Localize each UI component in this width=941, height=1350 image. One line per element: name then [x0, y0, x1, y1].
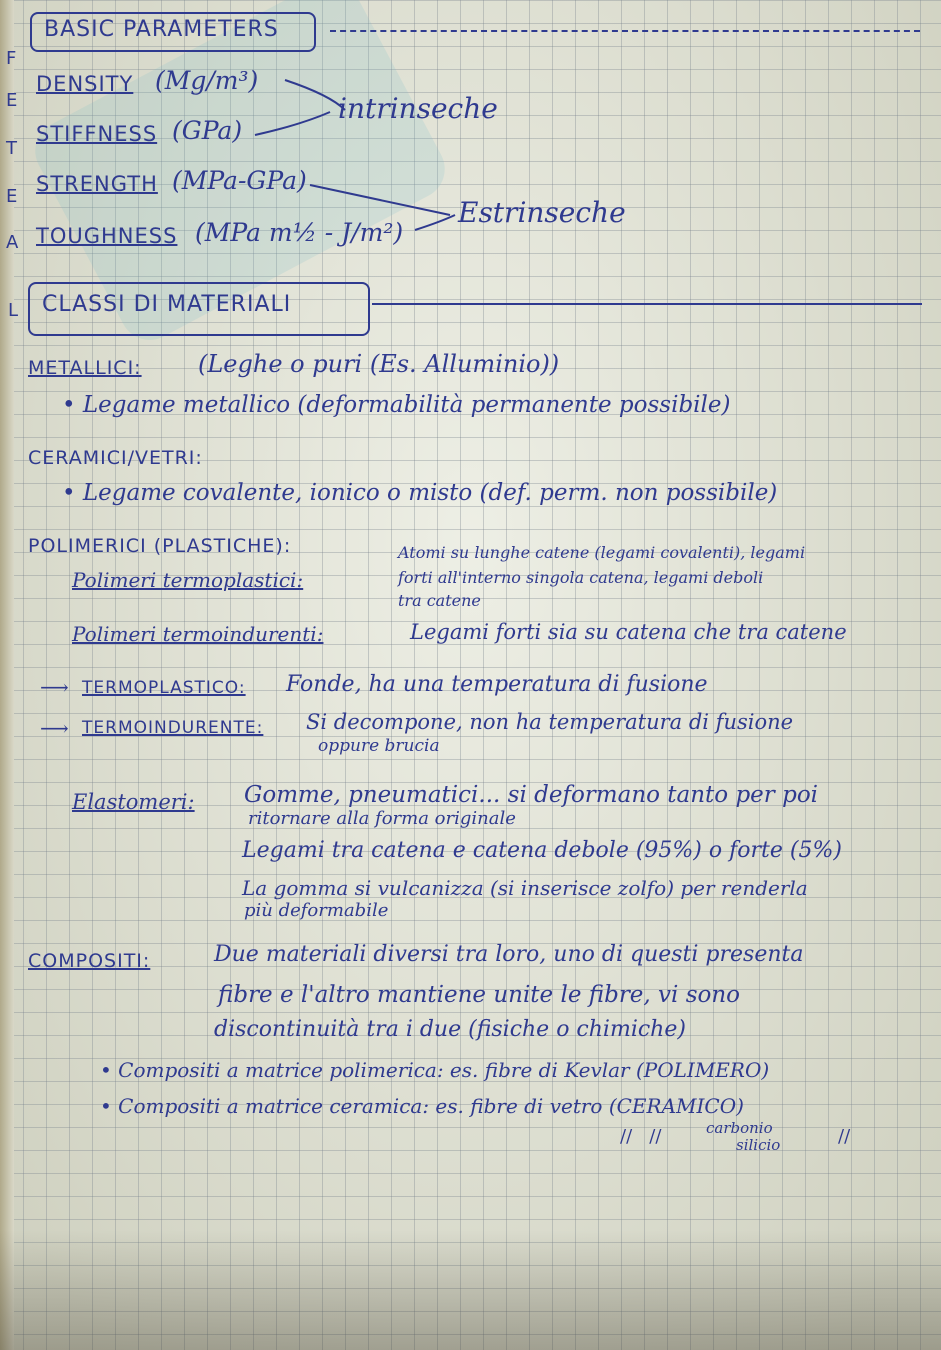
metallici-text: (Leghe o puri (Es. Alluminio)) — [198, 350, 560, 378]
density-unit: (Mg/m³) — [155, 66, 259, 95]
elastomeri-text-2: ritornare alla forma originale — [248, 808, 516, 829]
termoplastici-text-3: tra catene — [398, 591, 481, 610]
margin-letter: T — [6, 138, 17, 159]
classes-title: CLASSI DI MATERIALI — [42, 292, 292, 317]
termoplastici-text-2: forti all'interno singola catena, legami deboli — [398, 568, 764, 587]
stiffness-unit: (GPa) — [172, 116, 243, 145]
extrinsic-label: Estrinseche — [458, 196, 626, 229]
termoindurente-label: TERMOINDURENTE: — [82, 718, 264, 738]
margin-letter: E — [6, 90, 18, 111]
density-label: DENSITY — [36, 72, 134, 96]
termoindurente-text-2: oppure brucia — [318, 736, 440, 756]
intrinsic-label: intrinseche — [338, 92, 498, 125]
arrow-icon: ⟶ — [40, 675, 69, 699]
termoplastico-text: Fonde, ha una temperatura di fusione — [286, 672, 708, 697]
termoplastici-label: Polimeri termoplastici: — [72, 568, 304, 592]
termoindurenti-label: Polimeri termoindurenti: — [72, 622, 324, 646]
metallici-bullet: • Legame metallico (deformabilità permanente possibile) — [62, 392, 731, 418]
page-shadow — [0, 1230, 941, 1350]
carbonio-note: carbonio — [706, 1119, 773, 1137]
classes-divider — [372, 303, 922, 305]
margin-letter: L — [8, 300, 19, 321]
compositi-text-1: Due materiali diversi tra loro, uno di questi presenta — [214, 942, 804, 967]
margin-letter: E — [6, 186, 18, 207]
ceramici-bullet: • Legame covalente, ionico o misto (def. perm. non possibile) — [62, 480, 778, 506]
compositi-polimerica: • Compositi a matrice polimerica: es. fibre di Kevlar (POLIMERO) — [100, 1058, 770, 1082]
toughness-unit: (MPa m½ - J/m²) — [195, 218, 404, 247]
termoindurente-text-1: Si decompone, non ha temperatura di fusione — [306, 710, 794, 734]
arrow-icon: ⟶ — [40, 716, 69, 740]
ditto-marks: // // — [620, 1126, 662, 1147]
compositi-label: COMPOSITI: — [28, 950, 151, 972]
termoindurenti-text: Legami forti sia su catena che tra catene — [410, 620, 847, 644]
basic-parameters-title: BASIC PARAMETERS — [44, 17, 279, 42]
toughness-label: TOUGHNESS — [36, 224, 178, 248]
silicio-note: silicio — [736, 1136, 781, 1154]
margin-letter: F — [6, 48, 17, 69]
compositi-text-2: fibre e l'altro mantiene unite le fibre, vi sono — [218, 982, 741, 1008]
ceramici-label: CERAMICI/VETRI: — [28, 447, 203, 469]
polimerici-label: POLIMERICI (PLASTICHE): — [28, 535, 292, 557]
termoplastico-label: TERMOPLASTICO: — [82, 678, 246, 698]
elastomeri-text-3: Legami tra catena e catena debole (95%) o forte (5%) — [242, 838, 842, 863]
margin-letter: A — [6, 232, 19, 253]
elastomeri-text-5: più deformabile — [244, 900, 389, 921]
termoplastici-text-1: Atomi su lunghe catene (legami covalenti), legami — [398, 543, 806, 562]
compositi-ceramica: • Compositi a matrice ceramica: es. fibre di vetro (CERAMICO) — [100, 1094, 744, 1118]
compositi-text-3: discontinuità tra i due (fisiche o chimiche) — [214, 1017, 686, 1042]
elastomeri-label: Elastomeri: — [72, 790, 195, 814]
stiffness-label: STIFFNESS — [36, 122, 158, 146]
elastomeri-text-1: Gomme, pneumatici... si deformano tanto per poi — [244, 782, 819, 808]
strength-label: STRENGTH — [36, 172, 158, 196]
elastomeri-text-4: La gomma si vulcanizza (si inserisce zolfo) per renderla — [242, 876, 808, 900]
strength-unit: (MPa-GPa) — [172, 166, 307, 195]
ditto-marks: // — [838, 1126, 851, 1147]
metallici-label: METALLICI: — [28, 357, 142, 379]
grouping-arrows — [0, 0, 941, 320]
